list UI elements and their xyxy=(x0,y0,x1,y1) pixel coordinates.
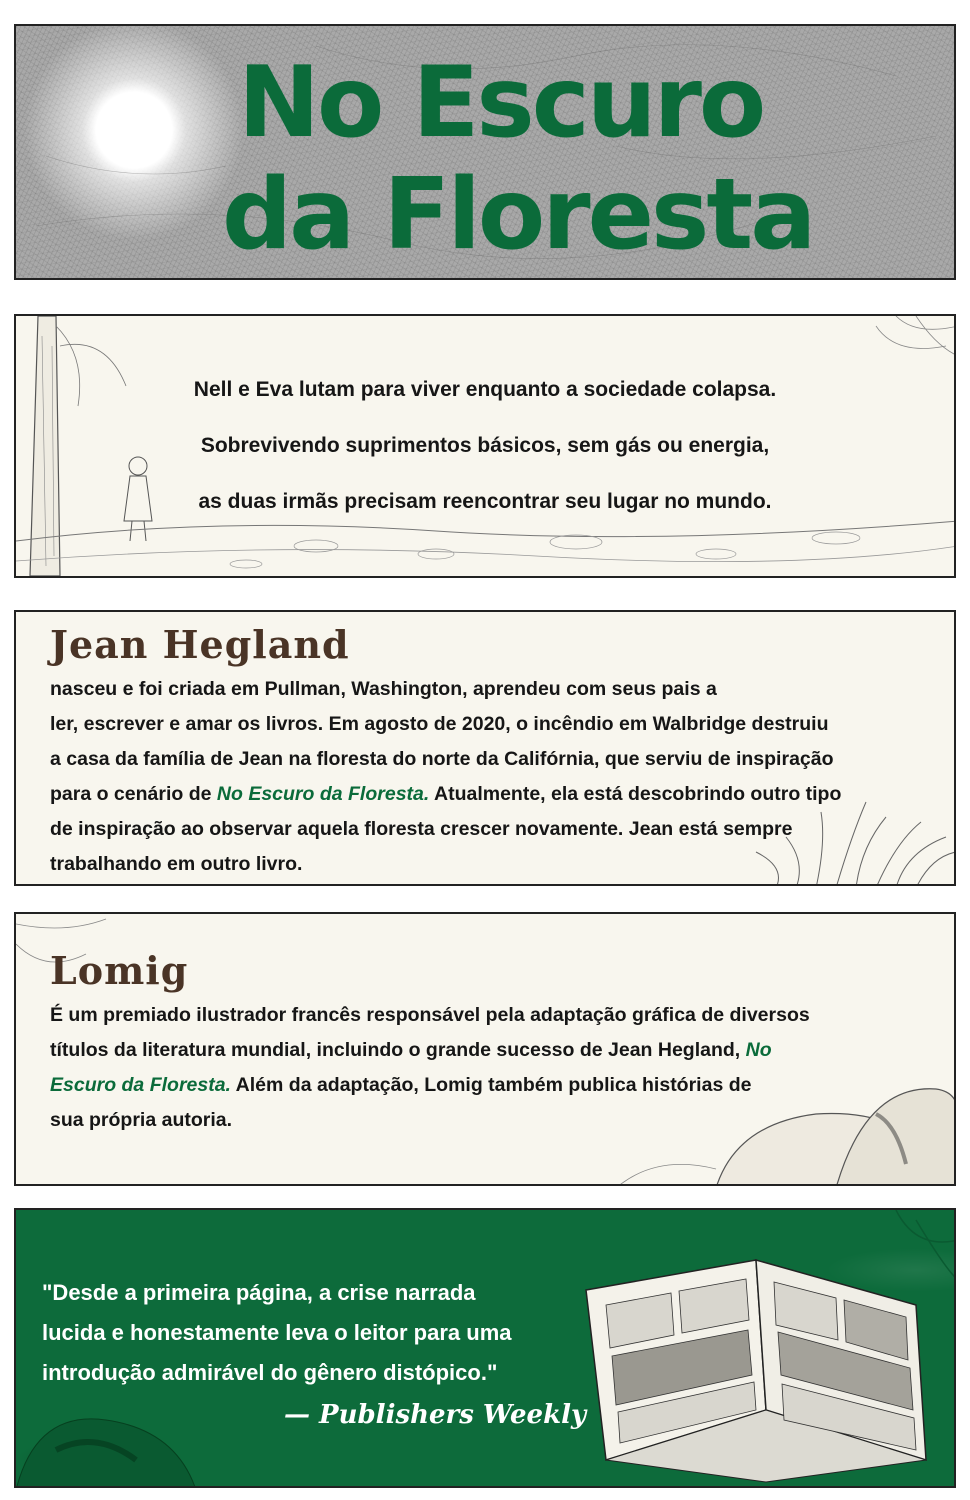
author-bio-line-1: nasceu e foi criada em Pullman, Washington, aprendeu com seus pais a xyxy=(50,678,717,700)
book-title-line-1: No Escuro xyxy=(238,46,764,160)
book-title-reference-part-1: No xyxy=(745,1039,772,1061)
author-name: Jean Hegland xyxy=(50,622,350,667)
author-bio-line-4-start: para o cenário de xyxy=(50,783,217,805)
illustrator-name: Lomig xyxy=(50,948,189,993)
illustrator-panel xyxy=(14,912,956,1186)
quote-line-1: "Desde a primeira página, a crise narrada xyxy=(42,1280,476,1305)
author-bio-line-4 xyxy=(50,777,841,812)
author-bio-line-6: trabalhando em outro livro. xyxy=(50,853,303,875)
title-banner xyxy=(14,24,956,280)
book-title-line-2: da Floresta xyxy=(222,158,814,272)
author-bio-line-5: de inspiração ao observar aquela floresta crescer novamente. Jean está sempre xyxy=(50,818,793,840)
illustrator-bio xyxy=(50,998,810,1138)
author-bio-line-2: ler, escrever e amar os livros. Em agosto de 2020, o incêndio em Walbridge destruiu xyxy=(50,713,829,735)
illustrator-bio-line-4: sua própria autoria. xyxy=(50,1109,233,1131)
author-bio-line-4-end: Atualmente, ela está descobrindo outro tipo xyxy=(429,783,842,805)
synopsis-panel xyxy=(14,314,956,578)
open-book-illustration xyxy=(16,1210,956,1488)
synopsis-line-2: Sobrevivendo suprimentos básicos, sem gás ou energia, xyxy=(200,434,770,457)
illustrator-bio-line-3-end: Além da adaptação, Lomig também publica histórias de xyxy=(230,1074,752,1096)
book-title-reference: No Escuro da Floresta. xyxy=(216,783,430,805)
quote-line-2: lucida e honestamente leva o leitor para uma xyxy=(42,1320,512,1345)
book-title-reference-part-2: Escuro da Floresta. xyxy=(50,1074,231,1096)
synopsis-line-1: Nell e Eva lutam para viver enquanto a sociedade colapsa. xyxy=(193,378,777,401)
author-bio xyxy=(50,672,841,882)
illustrator-bio-line-1: É um premiado ilustrador francês responsável pela adaptação gráfica de diversos xyxy=(50,1004,810,1026)
quote-attribution: — Publishers Weekly xyxy=(284,1400,587,1430)
author-bio-line-3: a casa da família de Jean na floresta do norte da Califórnia, que serviu de inspiração xyxy=(50,748,834,770)
illustrator-bio-line-2 xyxy=(50,1033,810,1068)
illustrator-bio-line-3 xyxy=(50,1068,810,1103)
quote-line-3: introdução admirável do gênero distópico." xyxy=(42,1360,498,1385)
synopsis-line-3: as duas irmãs precisam reencontrar seu lugar no mundo. xyxy=(198,490,772,513)
author-panel xyxy=(14,610,956,886)
review-quote-panel xyxy=(14,1208,956,1488)
illustrator-bio-line-2-start: títulos da literatura mundial, incluindo o grande sucesso de Jean Hegland, xyxy=(50,1039,746,1061)
